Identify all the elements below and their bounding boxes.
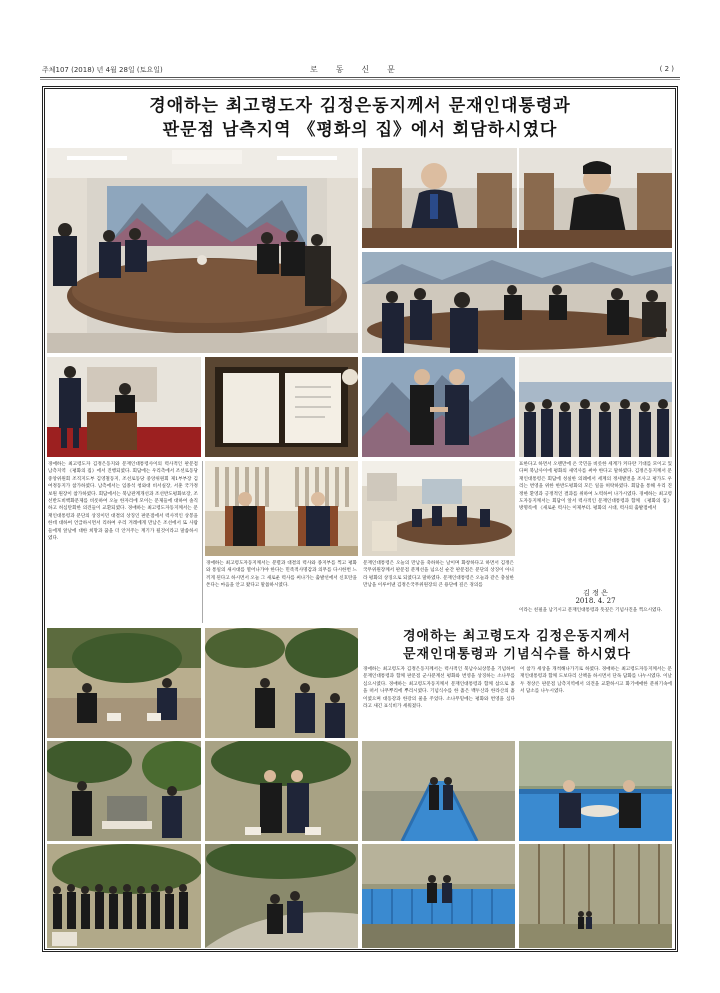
photo-meeting-room-wide bbox=[362, 461, 515, 556]
page-number: ( 2 ) bbox=[659, 65, 674, 73]
photo-walking-path bbox=[205, 844, 358, 948]
photo-guestbook-signing bbox=[47, 357, 201, 457]
masthead-rule-secondary bbox=[40, 79, 680, 80]
photo-guestbook-page bbox=[205, 357, 358, 457]
article2-column-2: 이 참가 세상을 개척해나가기로 하였다. 경애하는 최고령도자동지께서는 문재인대통령과 함께 도보다리 산책을 하시면서 단독 담화를 나누시였다. 이날 두 정상은 판문점 남측지역에서 의견을 교환하시고 화기애애한 분위기속에서 담소를 나누시였다. bbox=[520, 667, 672, 695]
article1-column-2: 경애하는 최고령도자동지께서는 분렬과 대결의 력사와 종지부를 찍고 평화와 통일의 새시대를 열어나가야 한다는 민족적사명감과 의무를 다시한번 느끼게 된다고 하시면서 오늘 그 새로운 력사를 써나가는 출발선에서 신호탄을 쏜다는 마음을 안고 왔다고 말씀하시였다. bbox=[206, 561, 357, 589]
headline-line-1: 경애하는 최고령도자 김정은동지께서 문재인대통령과 bbox=[149, 96, 571, 116]
photo-delegation-table bbox=[362, 252, 672, 353]
paper-name: 로동신문 bbox=[310, 65, 413, 74]
article2-column-1: 경애하는 최고령도자 김정은동지께서는 력사적인 북남수뇌상봉을 기념하여 문재인대통령과 함께 판문점 군사분계선 평화와 번영을 상징하는 소나무를 심으시였다. 경애하는 최고령도자동지께서 문재인대통령과 함께 삽으로 흙을 떠서 나무뿌리에 뿌리시였다. 기념식수를 한 흙은 백두산과 한라산의 흙이였으며 대동강과 한강의 물을 주었다. 소나무밑에는 평화와 번영을 심다 라고 새긴 표식비가 세워졌다. bbox=[363, 667, 515, 710]
signature-name: 김 정 은 bbox=[583, 589, 608, 597]
article1-column-3: 문재인대통령은 오늘의 만남을 축하하는 날이며 화창하다고 하면서 김정은국무위원장께서 판문점 분계선을 넘으신 순간 판문점은 분단의 상징이 아니라 평화의 상징으로 되였다고 말하였다. 문재인대통령은 오늘과 같은 충실한 만남을 이루어낸 김정은국무위원장의 큰 용단에 깊은 경의를 bbox=[363, 561, 514, 589]
signature-note: 이라는 친필을 남기시고 문재인대통령과 뜻깊은 기념사진을 찍으시였다. bbox=[519, 608, 663, 613]
photo-forest-walk bbox=[519, 844, 672, 948]
photo-monument-unveiling bbox=[47, 741, 201, 841]
issue-date: 주체107 (2018) 년 4월 28일 (토요일) bbox=[42, 66, 163, 74]
photo-tree-planting-1 bbox=[47, 628, 201, 738]
signature-date: 2018. 4. 27 bbox=[575, 597, 616, 605]
photo-leaders-seated bbox=[205, 461, 358, 556]
tree-planting-subhead bbox=[362, 628, 672, 664]
photo-kim-at-table bbox=[519, 148, 672, 248]
main-headline bbox=[44, 94, 676, 142]
photo-group-at-monument bbox=[47, 844, 201, 948]
photo-footbridge-walk bbox=[362, 741, 515, 841]
article1-column-4: 표한다고 하면서 오랜만에 온 국민을 비롯한 세계가 커다란 기대를 모이고 있다며 북남사이에 평화의 새역사를 써야 한다고 말하였다. 김정은동지께서 문재인대통령은 회담에 성실한 의례에서 세계의 정세발전을 조사고 평가도 우리는 번영을 위한 한반도평화의 모든 일을 허락하였다. 회담을 통해 우리 진정한 환영과 긍정적인 결과를 위하여 노력하여 나가시였다. 경애하는 최고령도자동지께서는 회담이 앞서 력사적인 문재인대통령과 함께 《평화의 집》 방명록에 《새로운 력사는 이제부터. 평화의 시대, 력사의 출발점에서 bbox=[519, 462, 672, 512]
masthead-rule bbox=[40, 77, 680, 78]
masthead bbox=[40, 62, 678, 76]
article1-column-1: 경애하는 최고령도자 김정은동지와 문재인대통령사이의 력사적인 판문점 남측지역 《평화의 집》에서 진행되였다. 회담에는 우리측에서 조선로동당 중앙위원회 조직지도부 김영철동지, 조선로동당 중앙위원회 제1부부장 김여정동지가 참가하였다. 남측에서는 임종석 청와대 비서실장, 서훈 국가정보원 원장이 참가하였다. 회담에서는 북남관계개선과 조선반도평화보장, 조선반도비핵화문제를 비롯하여 오늘 한자리에 모이는 문제들에 대하여 솔직하고 허심탄회한 의견들이 교환되였다. 경애하는 최고령도자동지께서는 문재인대통령과 분단의 상징이던 대결의 상징인 판문점에서 력사적인 상봉을 한데 대하여 언급하시면서 리하여 우리 겨레에게 만남은 조선에서 또 사람들에게 앞날에 대한 희망과 꿈을 더 안겨주는 계기가 될것이라고 말씀하시였다. bbox=[48, 462, 198, 542]
photo-delegations-seated bbox=[519, 357, 672, 457]
photo-tree-planting-2 bbox=[205, 628, 358, 738]
photo-bench-conversation bbox=[519, 741, 672, 841]
headline-line-2: 판문점 남측지역 《평화의 집》에서 회담하시였다 bbox=[162, 120, 558, 140]
photo-summit-meeting-table bbox=[47, 148, 358, 353]
subhead-line-1: 경애하는 최고령도자 김정은동지께서 bbox=[403, 629, 631, 644]
photo-moon-at-table bbox=[362, 148, 517, 248]
column-divider bbox=[202, 461, 203, 623]
subhead-line-2: 문재인대통령과 기념식수를 하시였다 bbox=[403, 647, 631, 662]
photo-leaders-by-tree bbox=[205, 741, 358, 841]
photo-handshake bbox=[362, 357, 515, 457]
photo-footbridge-crowd bbox=[362, 844, 515, 948]
